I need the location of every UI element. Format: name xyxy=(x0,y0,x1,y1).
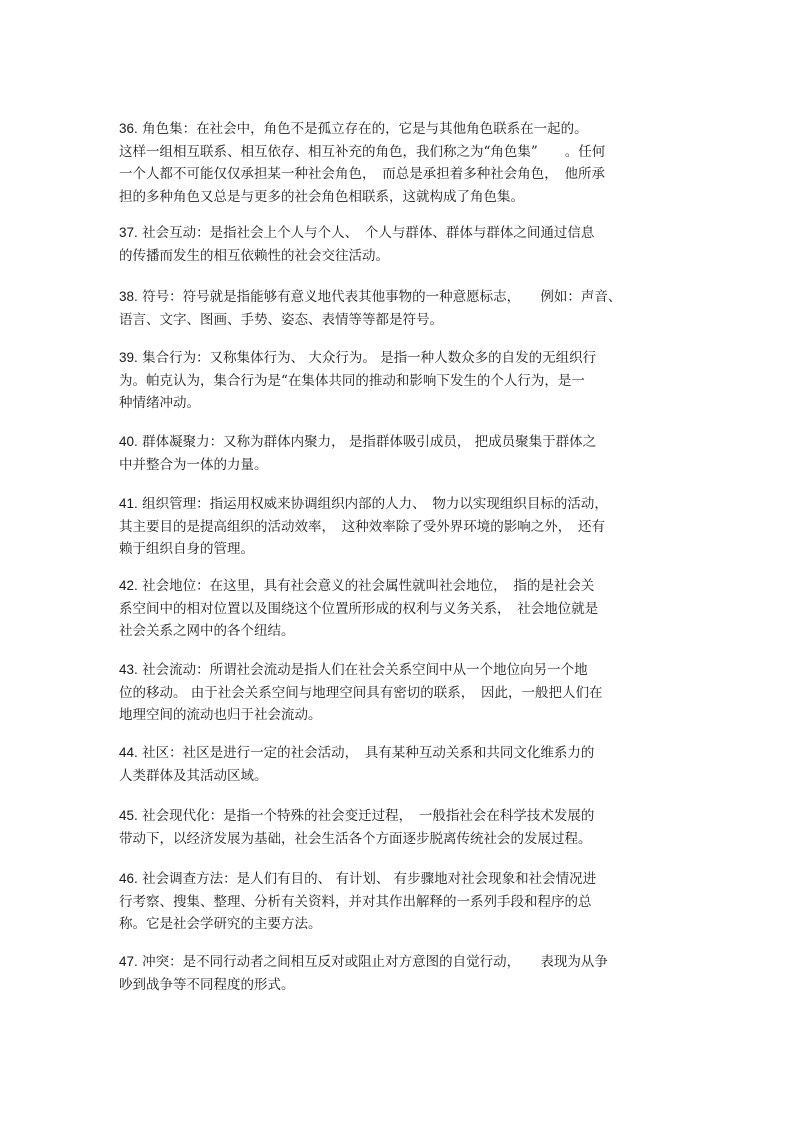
term-line xyxy=(119,347,679,370)
term-text: 符号：符号就是指能够有意义地代表其他事物的一种意愿标志， 例如：声音、 xyxy=(137,289,622,305)
term-text: 角色集：在社会中，角色不是孤立存在的，它是与其他角色联系在一起的。 xyxy=(137,121,588,137)
term-line: 其主要目的是提高组织的活动效率， 这种效率除了受外界环境的影响之外， 还有 xyxy=(119,518,605,535)
term-text: 群体凝聚力：又称为群体内聚力， 是指群体吸引成员， 把成员聚集于群体之 xyxy=(137,434,597,450)
term-line xyxy=(119,222,679,245)
term-number: 45. xyxy=(119,808,138,823)
term-36 xyxy=(119,118,679,208)
term-line xyxy=(119,118,679,141)
term-44 xyxy=(119,742,679,787)
term-line xyxy=(119,951,679,974)
term-41 xyxy=(119,493,679,561)
term-line: 行考察、搜集、整理、分析有关资料，并对其作出解释的一系列手段和程序的总 xyxy=(119,893,592,910)
term-number: 40. xyxy=(119,434,138,449)
term-text: 组织管理：指运用权威来协调组织内部的人力、 物力以实现组织目标的活动， xyxy=(137,496,608,512)
term-line xyxy=(119,742,679,765)
term-number: 42. xyxy=(119,578,138,593)
term-line: 中并整合为一体的力量。 xyxy=(119,456,268,473)
term-line xyxy=(119,805,679,828)
term-47 xyxy=(119,951,679,996)
term-number: 36. xyxy=(119,121,138,136)
term-text: 社会互动：是指社会上个人与个人、 个人与群体、群体与群体之间通过信息 xyxy=(137,225,595,241)
term-text: 社会现代化：是指一个特殊的社会变迁过程， 一般指社会在科学技术发展的 xyxy=(137,808,595,824)
term-line: 地理空间的流动也归于社会流动。 xyxy=(119,707,322,723)
term-line: 位的移动。 由于社会关系空间与地理空间具有密切的联系， 因此，一般把人们在 xyxy=(119,684,603,701)
term-text: 社会地位：在这里，具有社会意义的社会属性就叫社会地位， 指的是社会关 xyxy=(137,578,595,594)
term-number: 43. xyxy=(119,662,138,677)
term-line: 吵到战争等不同程度的形式。 xyxy=(119,976,295,993)
term-number: 38. xyxy=(119,289,138,304)
term-number: 39. xyxy=(119,350,138,365)
term-line xyxy=(119,493,679,516)
term-line xyxy=(119,286,679,309)
term-number: 44. xyxy=(119,745,138,760)
term-number: 47. xyxy=(119,954,138,969)
term-42 xyxy=(119,575,679,643)
term-line: 带动下，以经济发展为基础，社会生活各个方面逐步脱离传统社会的发展过程。 xyxy=(119,830,592,847)
term-45 xyxy=(119,805,679,850)
term-line: 赖于组织自身的管理。 xyxy=(119,541,254,557)
term-line: 人类群体及其活动区域。 xyxy=(119,767,268,784)
term-line: 社会关系之网中的各个纽结。 xyxy=(119,623,295,639)
term-number: 37. xyxy=(119,225,138,240)
term-number: 46. xyxy=(119,871,138,886)
term-43 xyxy=(119,659,679,727)
term-line: 这样一组相互联系、相互依存、相互补充的角色，我们称之为“角色集” 。任何 xyxy=(119,143,606,160)
term-text: 社会调查方法：是人们有目的、 有计划、 有步骤地对社会现象和社会情况进 xyxy=(137,871,597,887)
term-39 xyxy=(119,347,679,415)
term-line: 称。它是社会学研究的主要方法。 xyxy=(119,916,322,932)
term-text: 集合行为：又称集体行为、 大众行为。 是指一种人数众多的自发的无组织行 xyxy=(137,350,597,366)
term-text: 社区：社区是进行一定的社会活动， 具有某种互动关系和共同文化维系力的 xyxy=(137,745,595,761)
term-line xyxy=(119,575,679,598)
term-line: 为。帕克认为，集合行为是“在集体共同的推动和影响下发生的个人行为，是一 xyxy=(119,372,585,389)
term-46 xyxy=(119,868,679,936)
term-number: 41. xyxy=(119,496,138,511)
term-line: 的传播而发生的相互依赖性的社会交往活动。 xyxy=(119,247,389,264)
term-text: 冲突：是不同行动者之间相互反对或阻止对方意图的自觉行动， 表现为从争 xyxy=(137,954,608,970)
term-line: 担的多种角色又总是与更多的社会角色相联系，这就构成了角色集。 xyxy=(119,188,524,205)
term-line xyxy=(119,868,679,891)
term-line xyxy=(119,431,679,454)
term-38 xyxy=(119,286,679,331)
term-line: 系空间中的相对位置以及围绕这个位置所形成的权利与义务关系， 社会地位就是 xyxy=(119,600,599,617)
term-37 xyxy=(119,222,679,267)
term-line: 一个人都不可能仅仅承担某一种社会角色， 而总是承担着多种社会角色， 他所承 xyxy=(119,166,605,182)
term-line: 种情绪冲动。 xyxy=(119,395,200,411)
term-40 xyxy=(119,431,679,476)
term-text: 社会流动：所谓社会流动是指人们在社会关系空间中从一个地位向另一个地 xyxy=(137,662,588,678)
term-line xyxy=(119,659,679,682)
term-line: 语言、文字、图画、手势、姿态、表情等等都是符号。 xyxy=(119,311,443,328)
